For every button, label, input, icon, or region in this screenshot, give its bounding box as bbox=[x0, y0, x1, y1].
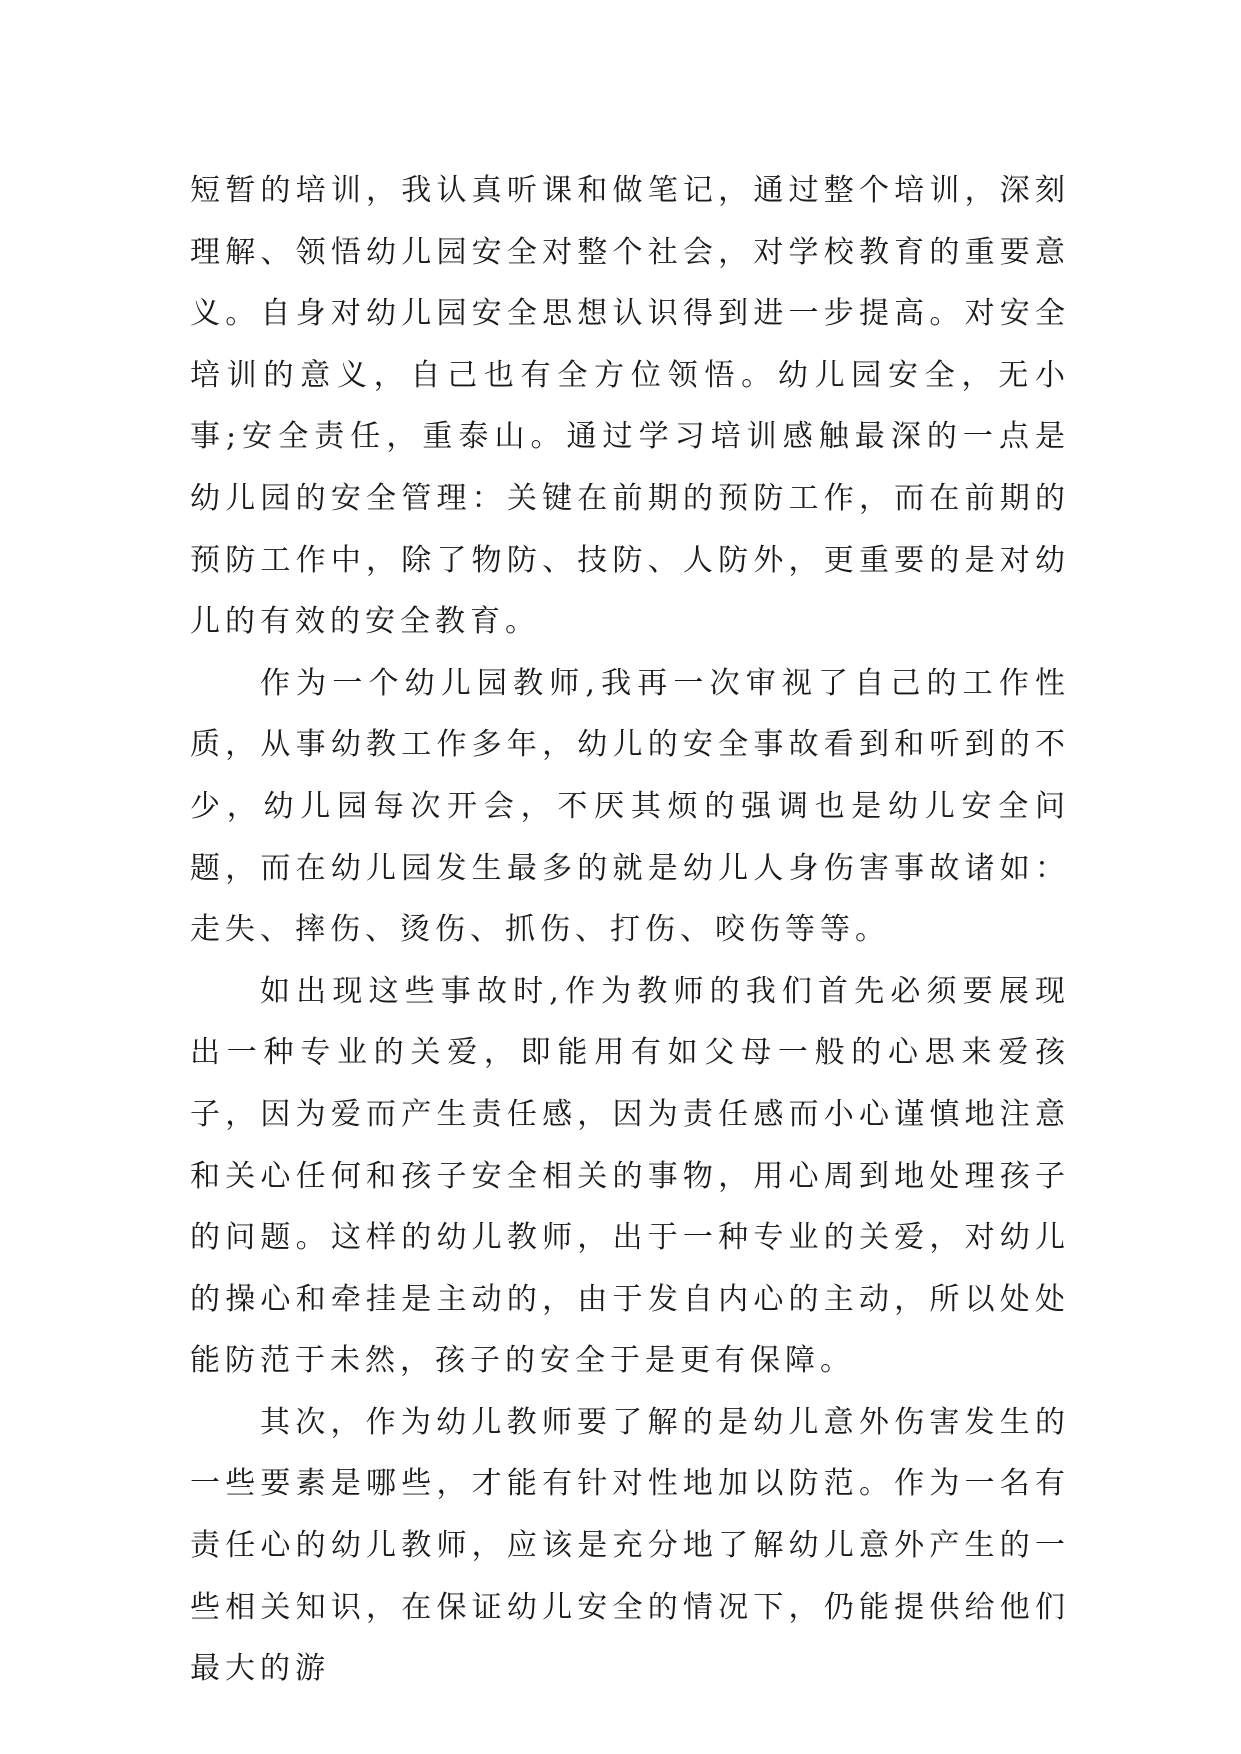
paragraph-2: 作为一个幼儿园教师,我再一次审视了自己的工作性质，从事幼教工作多年，幼儿的安全事故看到和听到的不少，幼儿园每次开会，不厌其烦的强调也是幼儿安全问题，而在幼儿园发生最多的就是幼儿人身伤害事故诸如：走失、摔伤、烫伤、抓伤、打伤、咬伤等等。 bbox=[190, 665, 1070, 948]
document-body bbox=[190, 160, 1070, 1700]
paragraph-4: 其次，作为幼儿教师要了解的是幼儿意外伤害发生的一些要素是哪些，才能有针对性地加以防范。作为一名有责任心的幼儿教师，应该是充分地了解幼儿意外产生的一些相关知识，在保证幼儿安全的情况下，仍能提供给他们最大的游 bbox=[190, 1404, 1070, 1687]
paragraph-1: 短暂的培训，我认真听课和做笔记，通过整个培训，深刻理解、领悟幼儿园安全对整个社会，对学校教育的重要意义。自身对幼儿园安全思想认识得到进一步提高。对安全培训的意义，自己也有全方位领悟。幼儿园安全，无小事;安全责任，重泰山。通过学习培训感触最深的一点是幼儿园的安全管理：关键在前期的预防工作，而在前期的预防工作中，除了物防、技防、人防外，更重要的是对幼儿的有效的安全教育。 bbox=[190, 173, 1070, 640]
paragraph-3: 如出现这些事故时,作为教师的我们首先必须要展现出一种专业的关爱，即能用有如父母一般的心思来爱孩子，因为爱而产生责任感，因为责任感而小心谨慎地注意和关心任何和孩子安全相关的事物，用心周到地处理孩子的问题。这样的幼儿教师，出于一种专业的关爱，对幼儿的操心和牵挂是主动的，由于发自内心的主动，所以处处能防范于未然，孩子的安全于是更有保障。 bbox=[190, 973, 1070, 1379]
